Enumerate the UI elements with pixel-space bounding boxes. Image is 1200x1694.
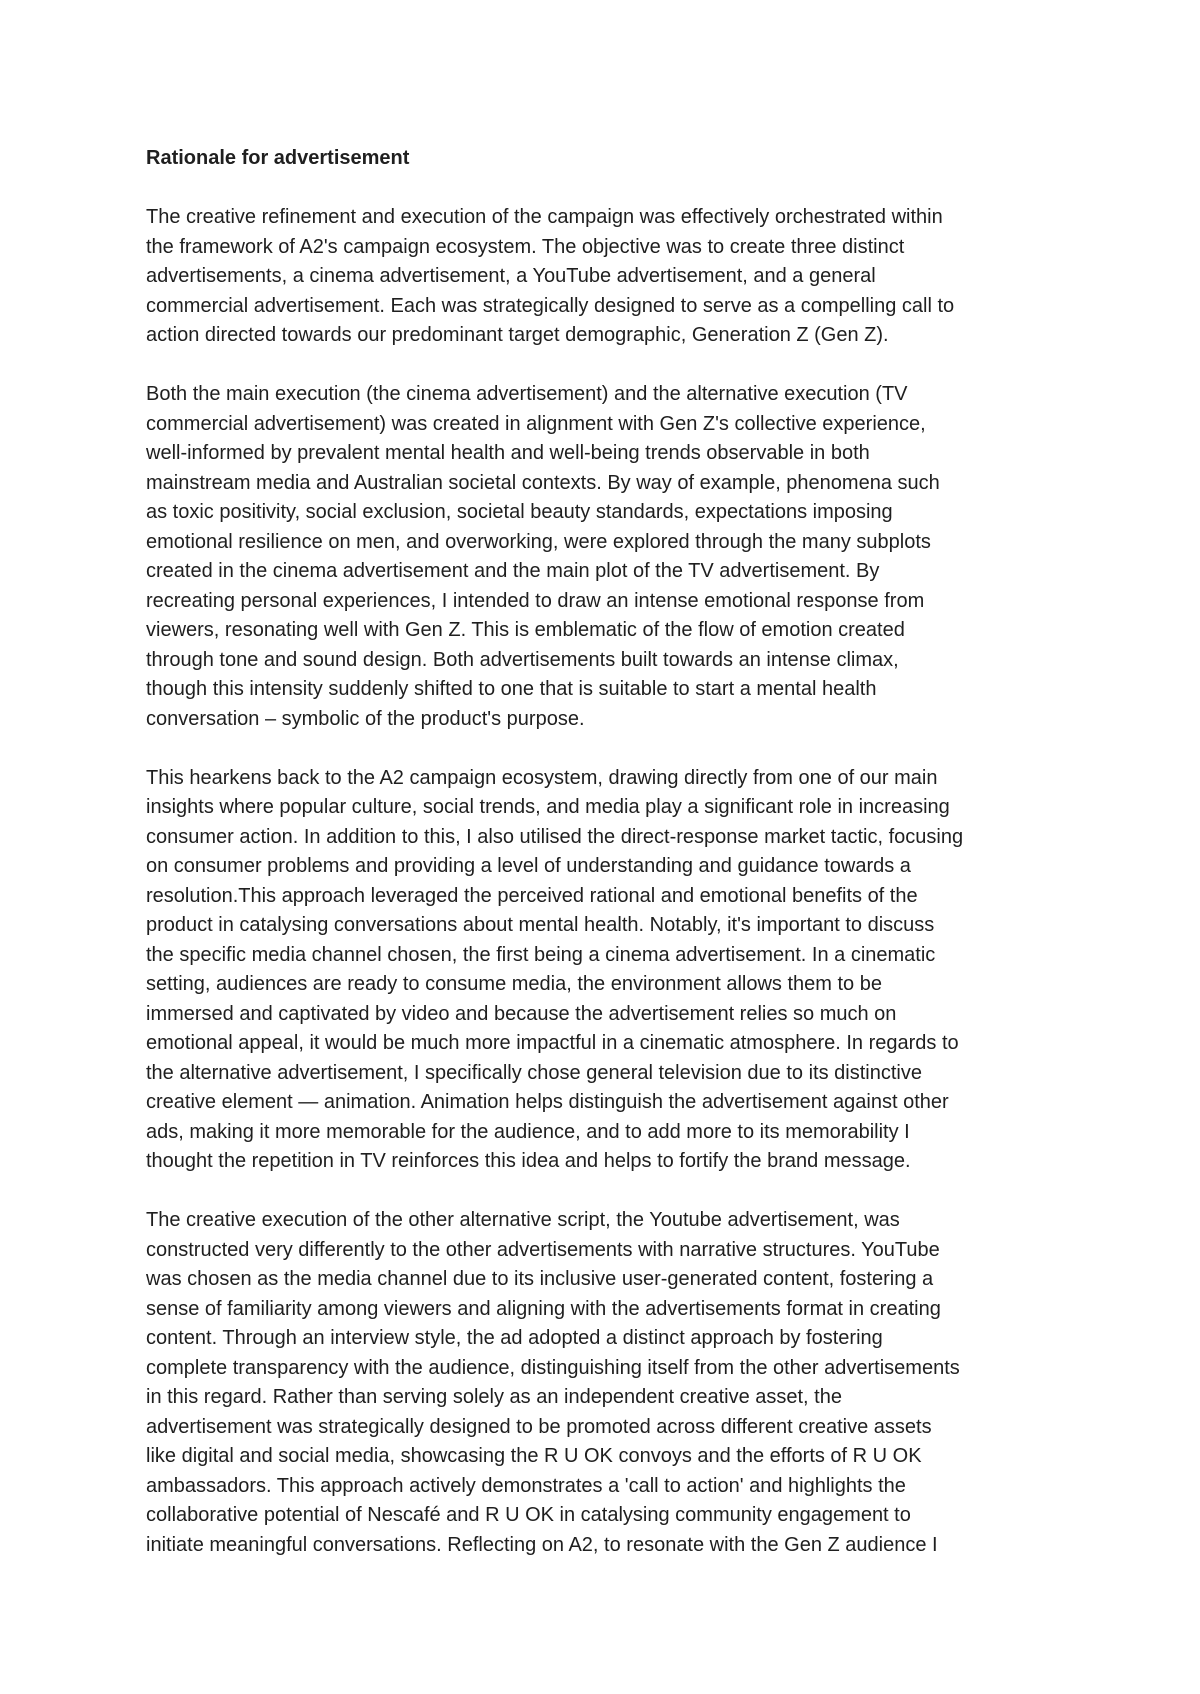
text-line: thought the repetition in TV reinforces this idea and helps to fortify the brand message. <box>146 1150 911 1172</box>
text-line: in this regard. Rather than serving solely as an independent creative asset, the <box>146 1386 842 1408</box>
text-line: mainstream media and Australian societal contexts. By way of example, phenomena such <box>146 471 940 494</box>
paragraph-4 <box>146 1206 1066 1560</box>
text-line: ads, making it more memorable for the audience, and to add more to its memorability I <box>146 1120 910 1143</box>
text-line: creative element — animation. Animation helps distinguish the advertisement against other <box>146 1091 949 1113</box>
text-line: resolution.This approach leveraged the perceived rational and emotional benefits of the <box>146 884 918 907</box>
text-line: like digital and social media, showcasing the R U OK convoys and the efforts of R U OK <box>146 1445 922 1467</box>
text-line: action directed towards our predominant target demographic, Generation Z (Gen Z). <box>146 324 889 346</box>
text-line: content. Through an interview style, the ad adopted a distinct approach by fostering <box>146 1327 883 1349</box>
text-line: complete transparency with the audience, distinguishing itself from the other advertisements <box>146 1356 960 1379</box>
text-line: was chosen as the media channel due to its inclusive user-generated content, fostering a <box>146 1268 934 1290</box>
text-line: product in catalysing conversations about mental health. Notably, it's important to discuss <box>146 914 935 936</box>
text-line: insights where popular culture, social trends, and media play a significant role in increasing <box>146 796 950 818</box>
text-line: the framework of A2's campaign ecosystem. The objective was to create three distinct <box>146 235 905 258</box>
text-line: ambassadors. This approach actively demonstrates a 'call to action' and highlights the <box>146 1474 906 1497</box>
text-line: on consumer problems and providing a level of understanding and guidance towards a <box>146 855 911 877</box>
text-line: commercial advertisement) was created in alignment with Gen Z's collective experience, <box>146 412 926 435</box>
paragraph-2 <box>146 380 1066 734</box>
text-line: through tone and sound design. Both advertisements built towards an intense climax, <box>146 648 899 671</box>
text-line: as toxic positivity, social exclusion, societal beauty standards, expectations imposing <box>146 501 893 523</box>
text-line: collaborative potential of Nescafé and R U OK in catalysing community engagement to <box>146 1504 911 1526</box>
text-line: consumer action. In addition to this, I also utilised the direct-response market tactic, focusing <box>146 825 964 848</box>
paragraph-3 <box>146 764 1066 1177</box>
text-line: initiate meaningful conversations. Reflecting on A2, to resonate with the Gen Z audience I <box>146 1533 938 1556</box>
text-line: constructed very differently to the other advertisements with narrative structures. YouTube <box>146 1238 940 1261</box>
text-line: created in the cinema advertisement and the main plot of the TV advertisement. By <box>146 560 880 582</box>
text-line: conversation – symbolic of the product's purpose. <box>146 707 585 730</box>
text-line: though this intensity suddenly shifted to one that is suitable to start a mental health <box>146 678 877 700</box>
document-title: Rationale for advertisement <box>146 147 410 169</box>
text-line: sense of familiarity among viewers and aligning with the advertisements format in creating <box>146 1297 941 1320</box>
text-line: the specific media channel chosen, the first being a cinema advertisement. In a cinematic <box>146 943 936 966</box>
text-line: Both the main execution (the cinema advertisement) and the alternative execution (TV <box>146 383 908 405</box>
text-line: The creative execution of the other alternative script, the Youtube advertisement, was <box>146 1209 900 1231</box>
text-line: The creative refinement and execution of the campaign was effectively orchestrated within <box>146 206 943 228</box>
text-line: commercial advertisement. Each was strategically designed to serve as a compelling call to <box>146 294 955 317</box>
text-line: setting, audiences are ready to consume media, the environment allows them to be <box>146 973 882 995</box>
paragraph-1 <box>146 203 1066 351</box>
text-line: advertisement was strategically designed to be promoted across different creative assets <box>146 1415 932 1438</box>
text-line: recreating personal experiences, I intended to draw an intense emotional response from <box>146 589 925 612</box>
text-line: advertisements, a cinema advertisement, a YouTube advertisement, and a general <box>146 265 876 287</box>
text-line: emotional resilience on men, and overworking, were explored through the many subplots <box>146 530 931 553</box>
text-line: This hearkens back to the A2 campaign ecosystem, drawing directly from one of our main <box>146 766 938 789</box>
text-line: immersed and captivated by video and because the advertisement relies so much on <box>146 1002 897 1025</box>
text-line: emotional appeal, it would be much more impactful in a cinematic atmosphere. In regards to <box>146 1032 959 1054</box>
text-line: the alternative advertisement, I specifically chose general television due to its distinctive <box>146 1061 922 1084</box>
document-body <box>146 144 1066 1590</box>
text-line: viewers, resonating well with Gen Z. This is emblematic of the flow of emotion created <box>146 619 905 641</box>
text-line: well-informed by prevalent mental health and well-being trends observable in both <box>146 442 870 464</box>
